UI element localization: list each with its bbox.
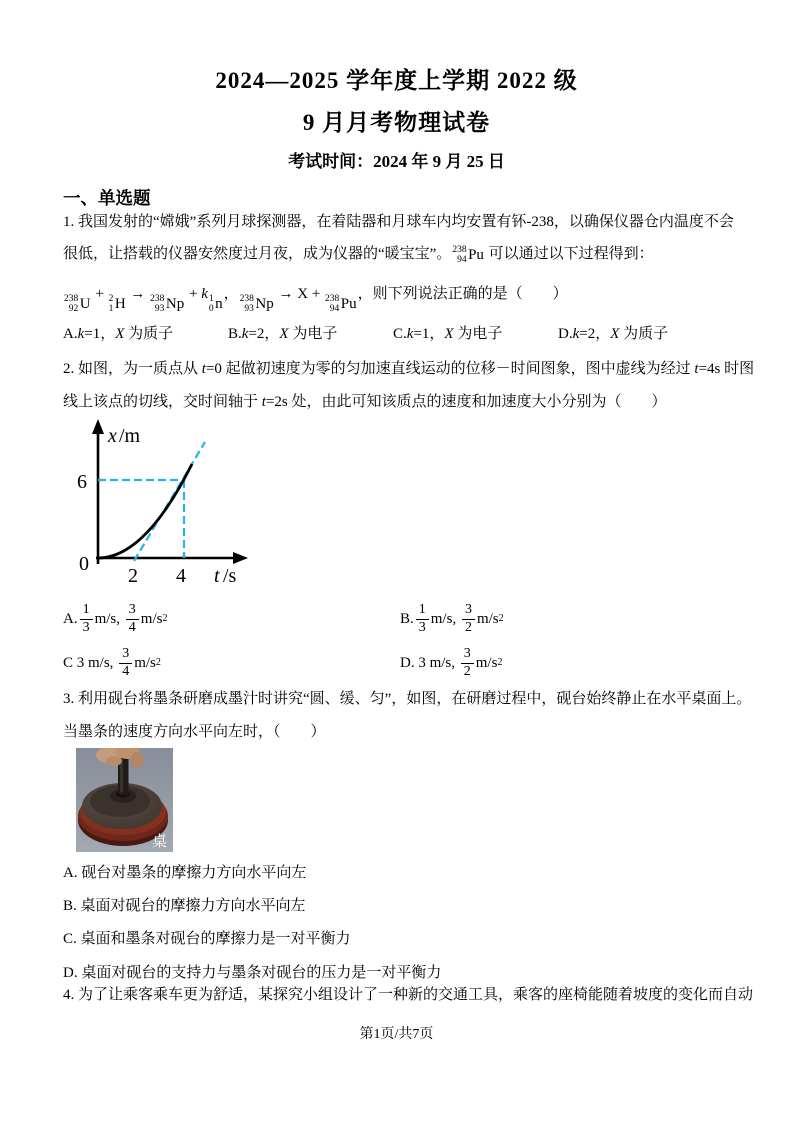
q1-option-d: D.k=2，X 为质子 bbox=[558, 326, 669, 342]
q3-option-b: B. 桌面对砚台的摩擦力方向水平向左 bbox=[63, 898, 306, 914]
x-axis-arrow-icon bbox=[233, 552, 248, 564]
page-title-line1: 2024—2025 学年度上学期 2022 级 bbox=[215, 68, 578, 93]
q2-text-line1: 2. 如图，为一质点从 t=0 起做初速度为零的匀加速直线运动的位移－时间图象，图中虚线为经过 t=4s 时图 bbox=[63, 361, 755, 377]
q4-text-line1: 4. 为了让乘客乘车更为舒适，某探究小组设计了一种新的交通工具，乘客的座椅能随着坡度的变化而自动 bbox=[63, 987, 754, 1003]
graph-xlabel-unit: /s bbox=[223, 565, 237, 587]
q2-text-line2: 线上该点的切线，交时间轴于 t=2s 处，由此可知该质点的速度和加速度大小分别为（ ） bbox=[63, 394, 667, 410]
table-label: 桌 bbox=[152, 834, 168, 850]
y-axis-arrow-icon bbox=[92, 419, 104, 434]
q2-option-d: D. 3 m/s, $\frac{3}{2}$ m/s 2 bbox=[400, 646, 503, 679]
q1-option-b: B.k=2，X 为电子 bbox=[228, 326, 338, 342]
q1-option-a: A.k=1，X 为质子 bbox=[63, 326, 174, 342]
q1-text-line1: 1. 我国发射的“嫦娥”系列月球探测器，在着陆器和月球车内均安置有钚-238，以确保仪器仓内温度不会 bbox=[63, 214, 734, 230]
graph-xlabel-var: t bbox=[214, 565, 220, 587]
hand-thumb bbox=[130, 752, 144, 768]
x-t-curve bbox=[98, 464, 192, 558]
q1-text-line2: 很低，让搭载的仪器安然度过月夜，成为仪器的“暖宝宝”。 238 94 Pu 可以通过以下过程得到： bbox=[63, 245, 654, 266]
q3-option-d: D. 桌面对砚台的支持力与墨条对砚台的压力是一对平衡力 bbox=[63, 965, 442, 981]
inkstone-photo bbox=[76, 748, 173, 852]
q1-equation: 238 92 U + 2 1 H → 238 93 Np + k 1 0 n ， 238 93 Np → X + 238 94 Pu ，则下列说法正确的是（ ） bbox=[64, 286, 568, 315]
hand-finger-3 bbox=[106, 756, 122, 766]
section-heading: 一、单选题 bbox=[63, 188, 151, 208]
graph-tick-6: 6 bbox=[77, 471, 87, 493]
graph-tick-2: 2 bbox=[128, 565, 138, 587]
graph-ylabel-unit: /m bbox=[119, 425, 141, 447]
exam-time: 考试时间：2024 年 9 月 25 日 bbox=[288, 152, 505, 171]
q3-option-c: C. 桌面和墨条对砚台的摩擦力是一对平衡力 bbox=[63, 931, 351, 947]
page-number: 第1页/共7页 bbox=[359, 1027, 434, 1042]
q2-option-c: C 3 m/s, $\frac{3}{4}$ m/s 2 bbox=[63, 646, 161, 679]
graph-ylabel-var: x bbox=[108, 425, 117, 447]
displacement-time-graph bbox=[68, 418, 318, 596]
page-title-line2: 9 月月考物理试卷 bbox=[302, 110, 491, 135]
q3-text-line1: 3. 利用砚台将墨条研磨成墨汁时讲究“圆、缓、匀”，如图，在研磨过程中，砚台始终静止在水平桌面上。 bbox=[63, 691, 752, 707]
q1-options-row bbox=[63, 322, 743, 343]
graph-tick-4: 4 bbox=[176, 565, 186, 587]
q3-text-line2: 当墨条的速度方向水平向左时，（ ） bbox=[63, 724, 326, 740]
q2-option-b: B. $\frac{1}{3}$ m/s, $\frac{3}{2}$ m/s 2 bbox=[400, 602, 504, 635]
graph-tick-0: 0 bbox=[79, 553, 89, 575]
q1-option-c: C.k=1，X 为电子 bbox=[393, 326, 503, 342]
q3-option-a: A. 砚台对墨条的摩擦力方向水平向左 bbox=[63, 865, 307, 881]
q2-option-a: A. $\frac{1}{3}$ m/s, $\frac{3}{4}$ m/s 2 bbox=[63, 602, 168, 635]
